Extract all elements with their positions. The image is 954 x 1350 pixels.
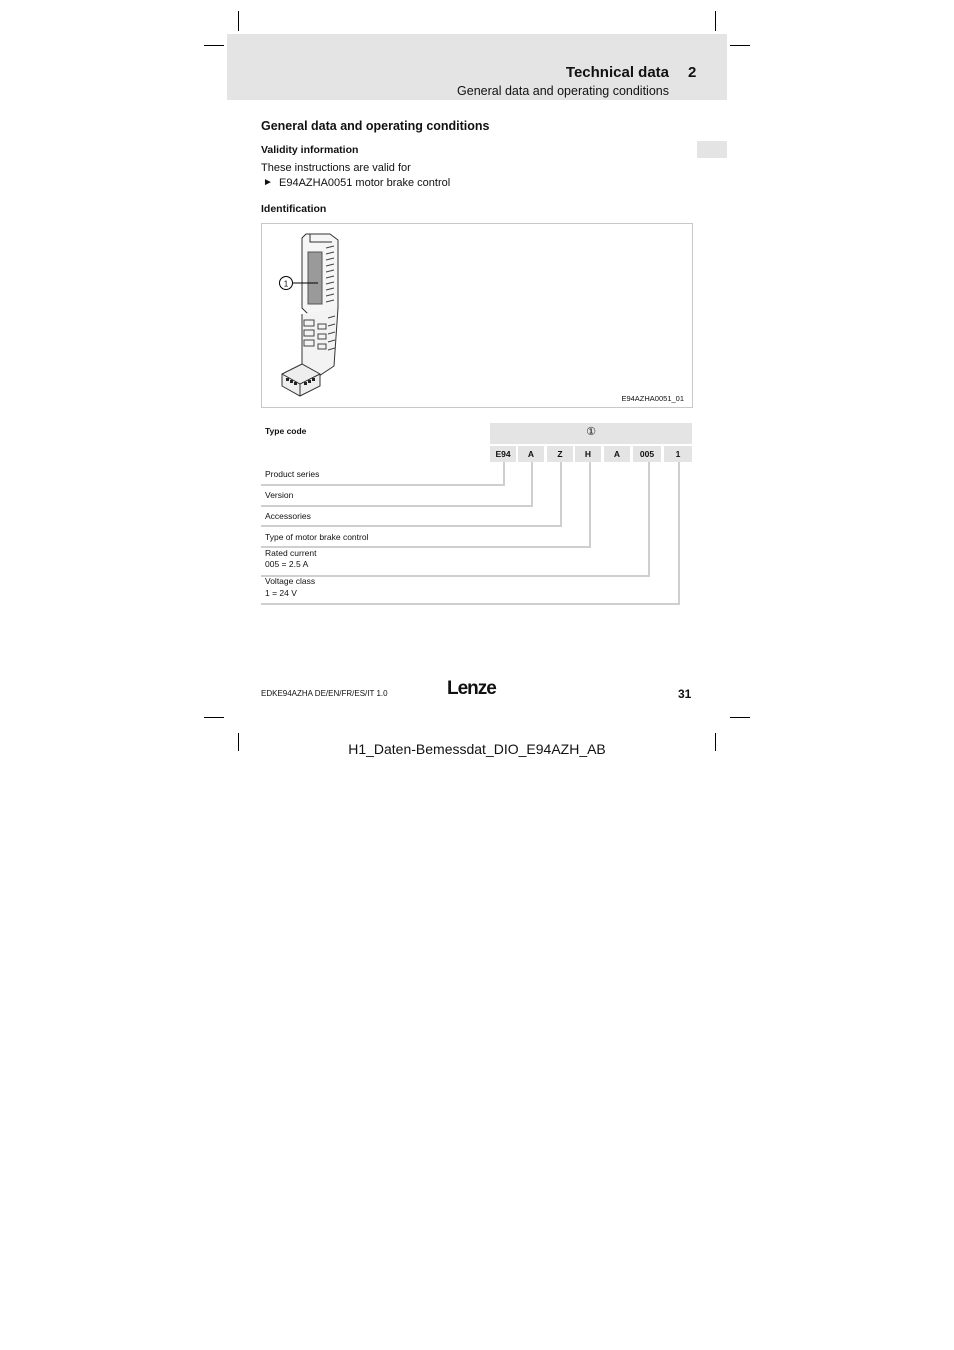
crop-mark [730, 717, 750, 718]
type-code-row-label: Accessories [265, 511, 311, 521]
type-code-row-line [261, 505, 533, 507]
section-heading: General data and operating conditions [261, 119, 490, 133]
identification-heading: Identification [261, 203, 327, 215]
chapter-number: 2 [688, 64, 697, 81]
type-code-leader [531, 462, 533, 506]
type-code-segment: 005 [633, 446, 661, 462]
type-code-segment: E94 [490, 446, 516, 462]
type-code-row-line [261, 525, 562, 527]
type-code-row-line [261, 575, 650, 577]
page-title: Technical data [565, 64, 669, 81]
type-code-row-line [261, 484, 505, 486]
type-code-leader [678, 462, 680, 604]
type-code-row-detail: 005 = 2.5 A [265, 559, 309, 569]
figure-label: E94AZHA0051_01 [621, 394, 684, 403]
type-code-header-marker: ① [586, 426, 596, 438]
page-subtitle: General data and operating conditions [457, 84, 669, 98]
type-code-row-label: Product series [265, 469, 320, 479]
type-code-heading: Type code [265, 426, 307, 436]
type-code-leader [589, 462, 591, 547]
bullet-arrow-icon: ► [263, 177, 273, 188]
type-code-leader [560, 462, 562, 526]
validity-heading: Validity information [261, 144, 359, 156]
type-code-segment: A [604, 446, 630, 462]
type-code-row-label: Rated current [265, 548, 317, 558]
type-code-leader [648, 462, 650, 576]
validity-text: These instructions are valid for [261, 162, 411, 174]
crop-mark [238, 11, 239, 31]
type-code-segment: A [518, 446, 544, 462]
validity-item: E94AZHA0051 motor brake control [279, 177, 451, 189]
document-code: EDKE94AZHA DE/EN/FR/ES/IT 1.0 [261, 689, 388, 698]
page-number: 31 [678, 687, 692, 701]
type-code-row-label: Version [265, 490, 294, 500]
crop-mark [715, 11, 716, 31]
type-code-row-detail: 1 = 24 V [265, 588, 297, 598]
device-illustration [268, 228, 378, 403]
crop-mark [730, 45, 750, 46]
type-code-segment: Z [547, 446, 573, 462]
document-reference: H1_Daten-Bemessdat_DIO_E94AZH_AB [348, 741, 606, 757]
type-code-row-label: Voltage class [265, 576, 316, 586]
type-code-row-line [261, 603, 680, 605]
figure-callout: 1 [283, 279, 289, 289]
type-code-segment: H [575, 446, 601, 462]
type-code-segment: 1 [664, 446, 692, 462]
crop-mark [204, 45, 224, 46]
lenze-logo: Lenze [447, 678, 496, 699]
type-code-leader [503, 462, 505, 485]
identification-figure [261, 223, 693, 408]
type-code-row-label: Type of motor brake control [265, 532, 369, 542]
crop-mark [204, 717, 224, 718]
chapter-tab [697, 141, 727, 158]
